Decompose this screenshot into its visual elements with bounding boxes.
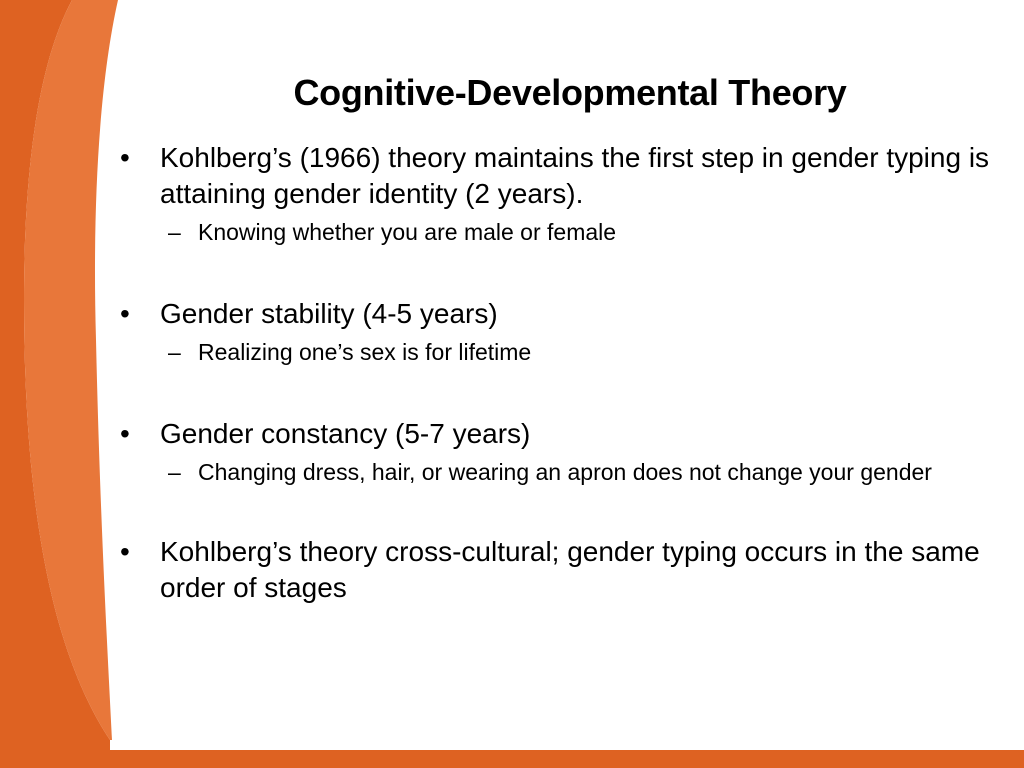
bullet-icon: • <box>120 418 130 449</box>
bullet-group-4 <box>120 534 1024 606</box>
dash-icon: – <box>168 459 181 485</box>
bullet-icon: • <box>120 298 130 329</box>
bullet-item <box>120 140 1024 212</box>
bullet-item <box>120 534 1024 606</box>
bullet-text: Gender constancy (5-7 years) <box>160 418 531 449</box>
sub-bullet-item <box>160 458 1024 486</box>
dash-icon: – <box>168 219 181 245</box>
bullet-group-1 <box>120 140 1024 246</box>
orange-inner-curve <box>24 0 118 740</box>
bullet-text: Gender stability (4-5 years) <box>160 298 498 329</box>
slide-title: Cognitive-Developmental Theory <box>293 72 847 113</box>
sub-bullet-text: Knowing whether you are male or female <box>198 219 617 245</box>
sub-bullet-item <box>160 218 1024 246</box>
sub-bullet-text: Changing dress, hair, or wearing an apron does not change your gender <box>198 459 932 485</box>
bullet-text: Kohlberg’s theory cross-cultural; gender typing occurs in the same order of stages <box>160 536 980 603</box>
orange-bottom-bar <box>110 750 1024 768</box>
dash-icon: – <box>168 339 181 365</box>
slide-content <box>120 140 1024 654</box>
bullet-group-2 <box>120 296 1024 366</box>
bullet-item <box>120 416 1024 452</box>
bullet-group-3 <box>120 416 1024 486</box>
sub-bullet-item <box>160 338 1024 366</box>
bullet-item <box>120 296 1024 332</box>
bullet-icon: • <box>120 142 130 173</box>
sub-bullet-text: Realizing one’s sex is for lifetime <box>198 339 532 365</box>
bullet-text: Kohlberg’s (1966) theory maintains the first step in gender typing is attaining gender identity (2 years). <box>160 142 990 209</box>
bullet-icon: • <box>120 536 130 567</box>
orange-left-swoosh <box>0 0 110 768</box>
